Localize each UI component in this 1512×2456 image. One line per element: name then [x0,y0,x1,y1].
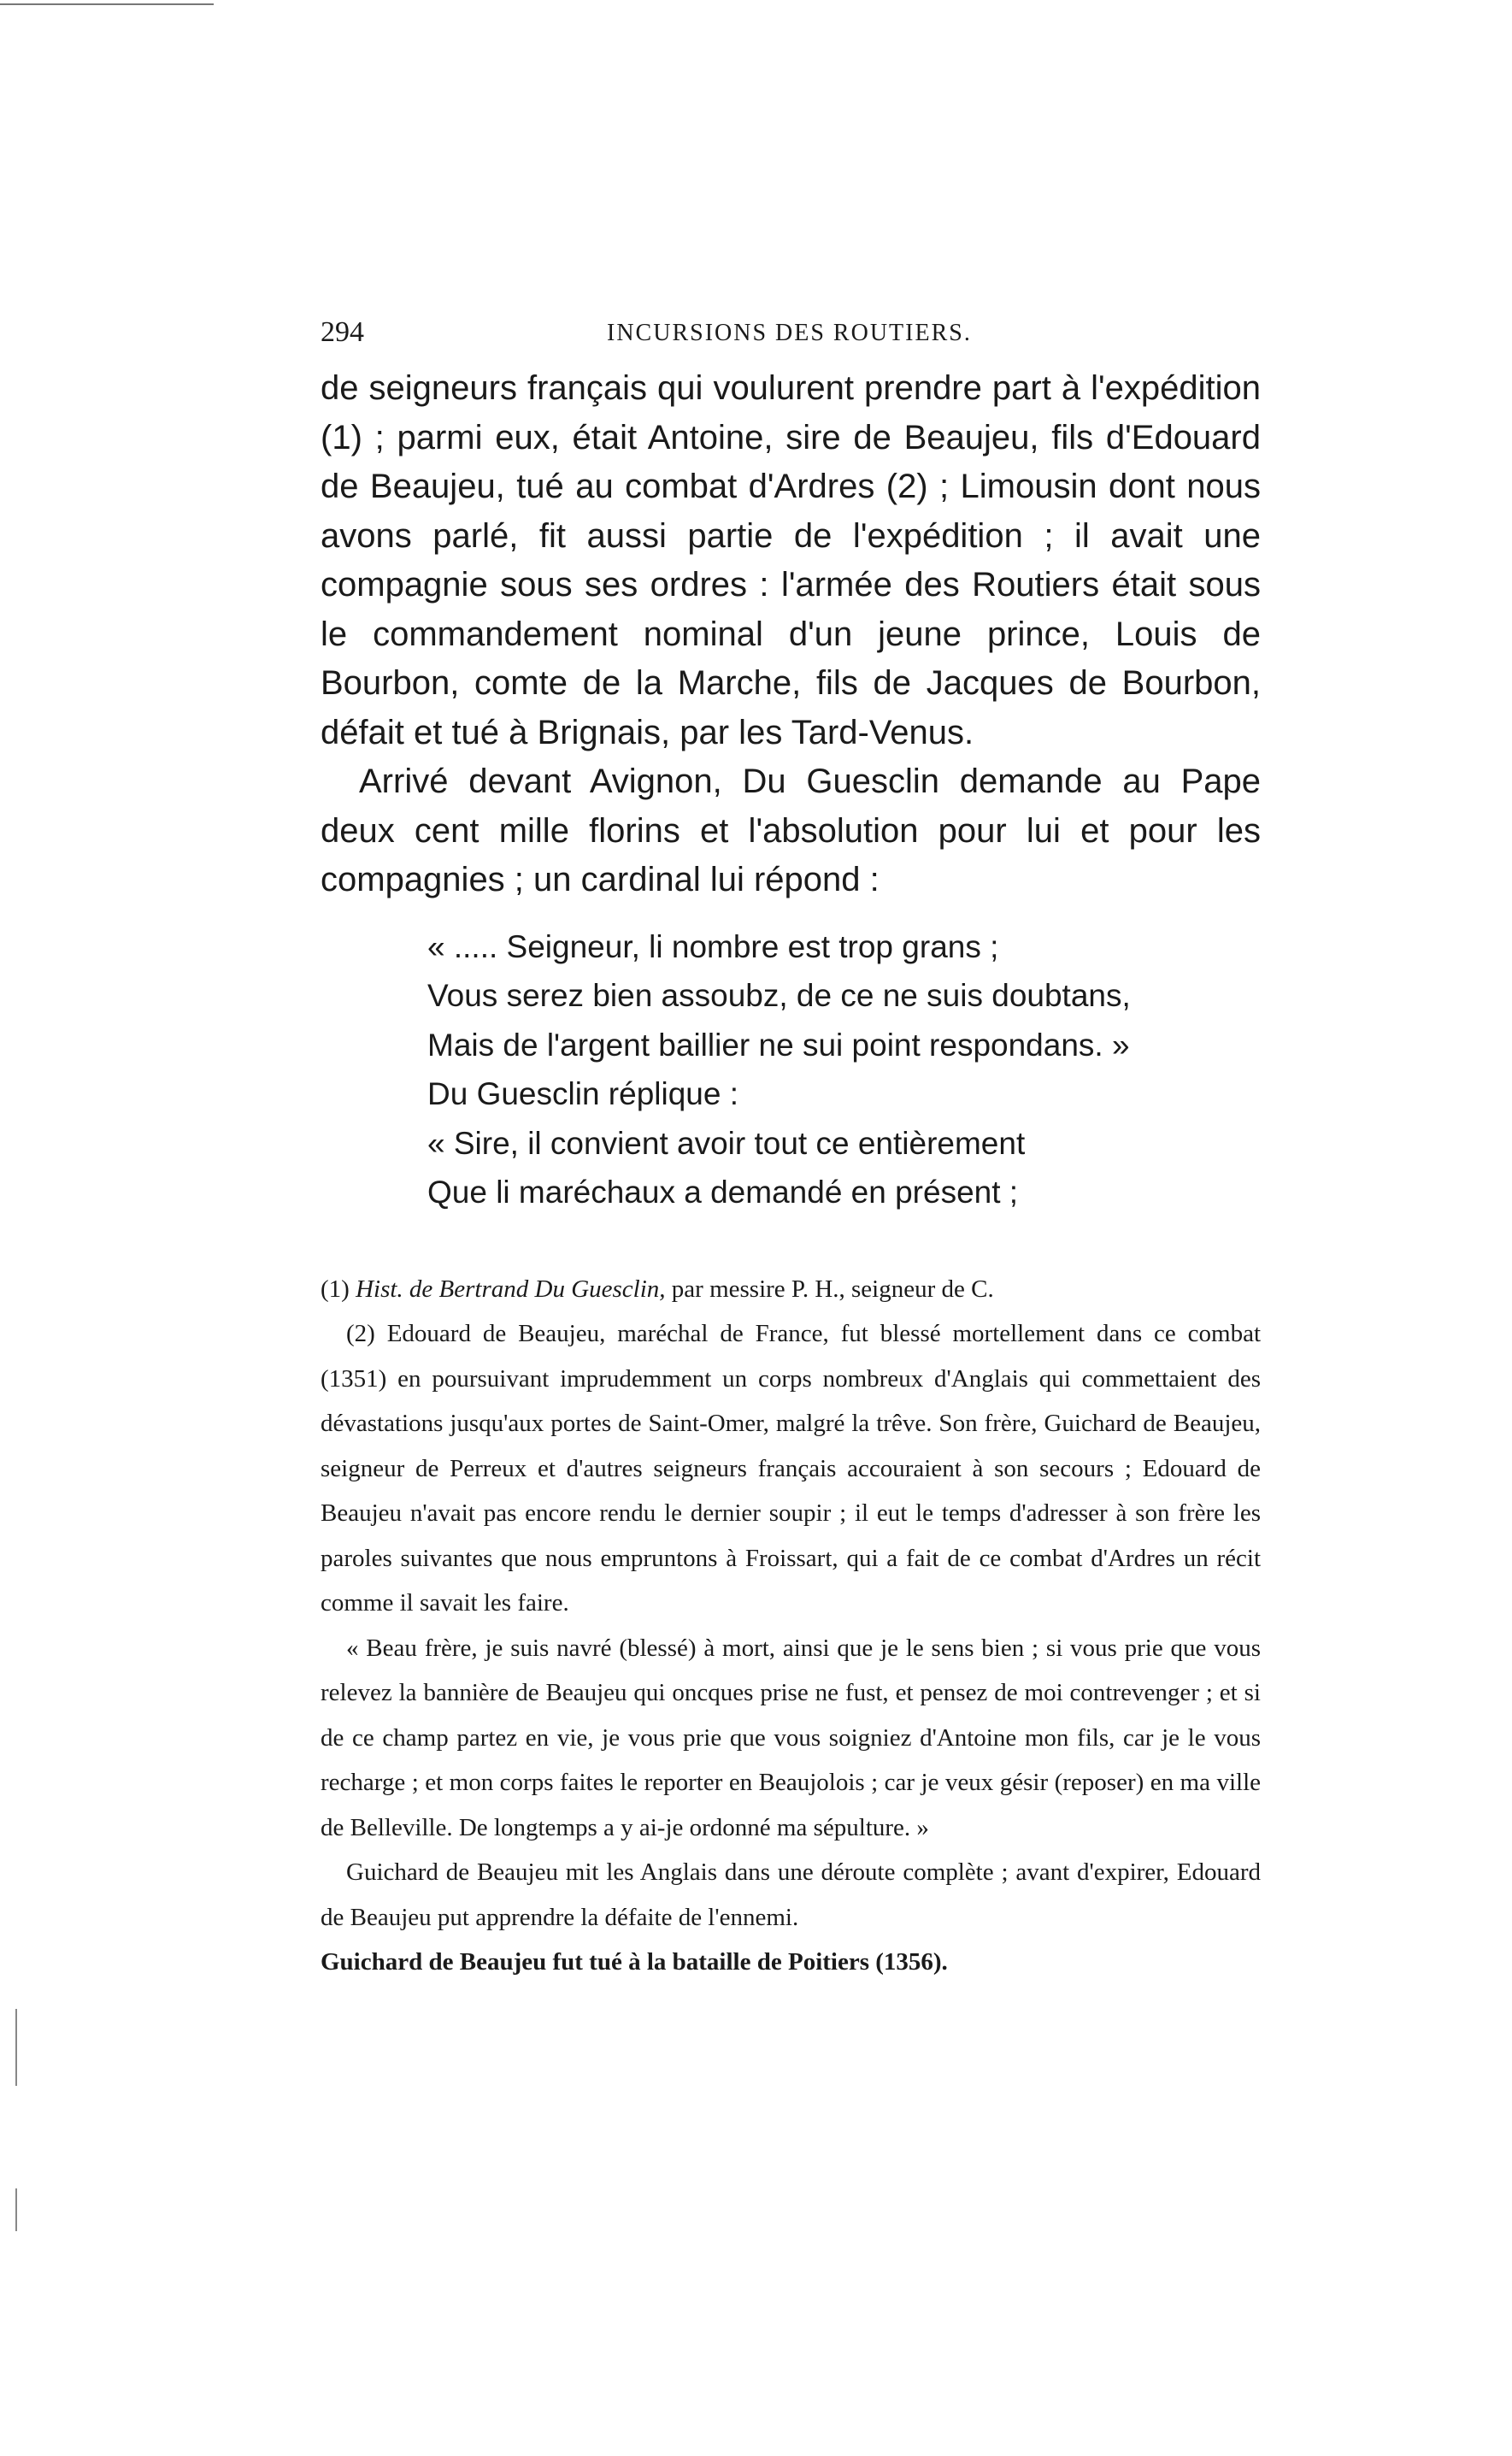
page-number: 294 [321,316,364,348]
book-page [321,316,1261,1985]
left-margin-mark [15,2009,17,2086]
footnote-2: (2) Edouard de Beaujeu, maréchal de France, fut blessé mortellement dans ce combat (1351) en poursuivant imprudemment un corps nombreux d'Anglais qui commettaient des dévastations jusqu'aux portes de Saint-Omer, malgré la trêve. Son frère, Guichard de Beaujeu, seigneur de Perreux et d'autres seigneurs français accouraient à son secours ; Edouard de Beaujeu n'avait pas encore rendu le dernier soupir ; il eut le temps d'adresser à son frère les paroles suivantes que nous empruntons à Froissart, qui a fait de ce combat d'Ardres un récit comme il savait les faire. [321,1320,1261,1617]
paragraph-avignon: Arrivé devant Avignon, Du Guesclin demande au Pape deux cent mille florins et l'absolution pour lui et pour les compagnies ; un cardinal lui répond : [321,763,1261,898]
footnotes [321,1267,1261,1985]
verse-quotation [321,922,1261,1217]
verse-line: Vous serez bien assoubz, de ce ne suis doubtans, [427,978,1131,1013]
verse-line: « ..... Seigneur, li nombre est trop grans ; [427,928,999,964]
footnote-2-quote: « Beau frère, je suis navré (blessé) à mort, ainsi que je le sens bien ; si vous prie que vous relevez la bannière de Beaujeu qui oncques prise ne fust, et pensez de moi contrevenger ; et si de ce champ partez en vie, je vous prie que vous soigniez d'Antoine mon fils, car je le vous recharge ; et mon corps faites le reporter en Beaujolois ; car je veux gésir (reposer) en ma ville de Belleville. De longtemps a y ai-je ordonné ma sépulture. » [321,1634,1261,1841]
left-margin-mark-lower [15,2188,17,2231]
main-text [321,364,1261,905]
verse-reply-intro: Du Guesclin réplique : [427,1076,739,1111]
footnote-1 [321,1267,1261,1312]
verse-line: Que li maréchaux a demandé en présent ; [427,1175,1019,1210]
footnote-1-title: Hist. de Bertrand Du Guesclin, [356,1275,666,1303]
footnote-1-marker: (1) [321,1275,350,1303]
verse-line: « Sire, il convient avoir tout ce entièrement [427,1125,1026,1161]
running-head [321,316,1261,359]
top-edge-rule [0,3,214,5]
running-title: INCURSIONS DES ROUTIERS. [607,320,972,346]
paragraph-continuation: de seigneurs français qui voulurent prendre part à l'expédition (1) ; parmi eux, était Antoine, sire de Beaujeu, fils d'Edouard de Beaujeu, tué au combat d'Ardres (2) ; Limousin dont nous avons parlé, fit aussi partie de l'expédition ; il avait une compagnie sous ses ordres : l'armée des Routiers était sous le commandement nominal d'un jeune prince, Louis de Bourbon, comte de la Marche, fils de Jacques de Bourbon, défait et tué à Brignais, par les Tard-Venus. [321,369,1261,751]
verse-line: Mais de l'argent baillier ne sui point respondans. » [427,1027,1130,1063]
footnote-2-closing: Guichard de Beaujeu mit les Anglais dans une déroute complète ; avant d'expirer, Edouard de Beaujeu put apprendre la défaite de l'ennemi. [321,1858,1261,1931]
footnote-1-text: par messire P. H., seigneur de C. [671,1275,994,1303]
footnote-2-final-line: Guichard de Beaujeu fut tué à la bataille de Poitiers (1356). [321,1948,948,1976]
